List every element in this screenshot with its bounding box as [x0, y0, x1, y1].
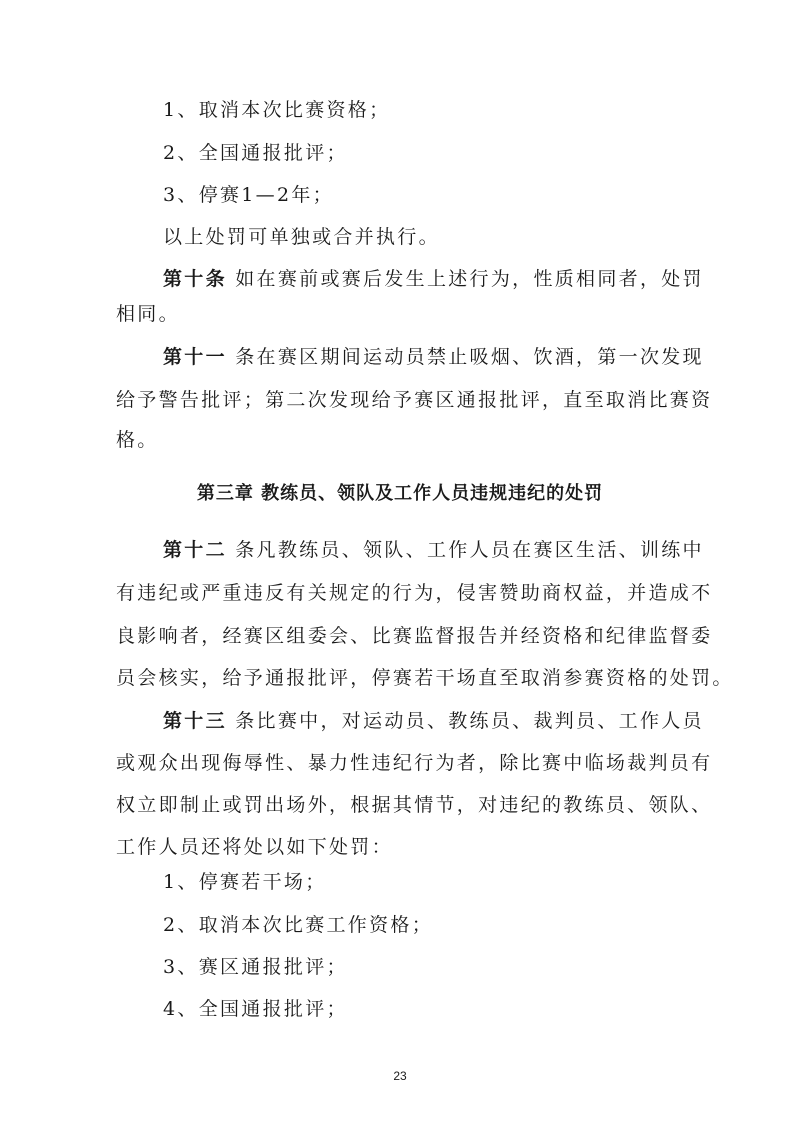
list-item: 1、取消本次比赛资格； — [163, 99, 391, 121]
article-10 — [163, 267, 704, 291]
paragraph-line: 权立即制止或罚出场外，根据其情节，对违纪的教练员、领队、 — [116, 794, 713, 816]
list-item: 2、取消本次比赛工作资格； — [163, 914, 433, 936]
list-item: 3、赛区通报批评； — [163, 956, 348, 978]
article-11 — [163, 345, 704, 369]
article-label: 第十二 — [163, 539, 227, 561]
article-text: 条比赛中，对运动员、教练员、裁判员、工作人员 — [226, 710, 704, 732]
paragraph-line: 给予警告批评；第二次发现给予赛区通报批评，直至取消比赛资 — [116, 389, 713, 411]
list-item: 1、停赛若干场； — [163, 871, 327, 893]
article-12 — [163, 538, 704, 562]
article-text: 条凡教练员、领队、工作人员在赛区生活、训练中 — [226, 539, 704, 561]
article-13 — [163, 709, 704, 733]
paragraph-line: 相同。 — [116, 303, 180, 325]
paragraph-line: 良影响者，经赛区组委会、比赛监督报告并经资格和纪律监督委 — [116, 625, 713, 647]
paragraph-line: 员会核实，给予通报批评，停赛若干场直至取消参赛资格的处罚。 — [116, 667, 734, 689]
article-label: 第十三 — [163, 710, 227, 732]
list-item: 2、全国通报批评； — [163, 142, 348, 164]
paragraph-line: 工作人员还将处以如下处罚： — [116, 836, 393, 858]
chapter-heading: 第三章 教练员、领队及工作人员违规违纪的处罚 — [196, 483, 604, 504]
article-label: 第十条 — [163, 268, 227, 290]
article-label: 第十一 — [163, 346, 227, 368]
page-number: 23 — [393, 1069, 407, 1083]
list-item: 3、停赛1—2年； — [163, 184, 334, 206]
paragraph-line: 格。 — [116, 429, 159, 451]
article-text: 条在赛区期间运动员禁止吸烟、饮酒，第一次发现 — [226, 346, 704, 368]
article-text: 如在赛前或赛后发生上述行为，性质相同者，处罚 — [226, 268, 704, 290]
paragraph-line: 以上处罚可单独或合并执行。 — [163, 226, 440, 248]
paragraph-line: 有违纪或严重违反有关规定的行为，侵害赞助商权益，并造成不 — [116, 582, 713, 604]
paragraph-line: 或观众出现侮辱性、暴力性违纪行为者，除比赛中临场裁判员有 — [116, 752, 713, 774]
list-item: 4、全国通报批评； — [163, 998, 348, 1020]
